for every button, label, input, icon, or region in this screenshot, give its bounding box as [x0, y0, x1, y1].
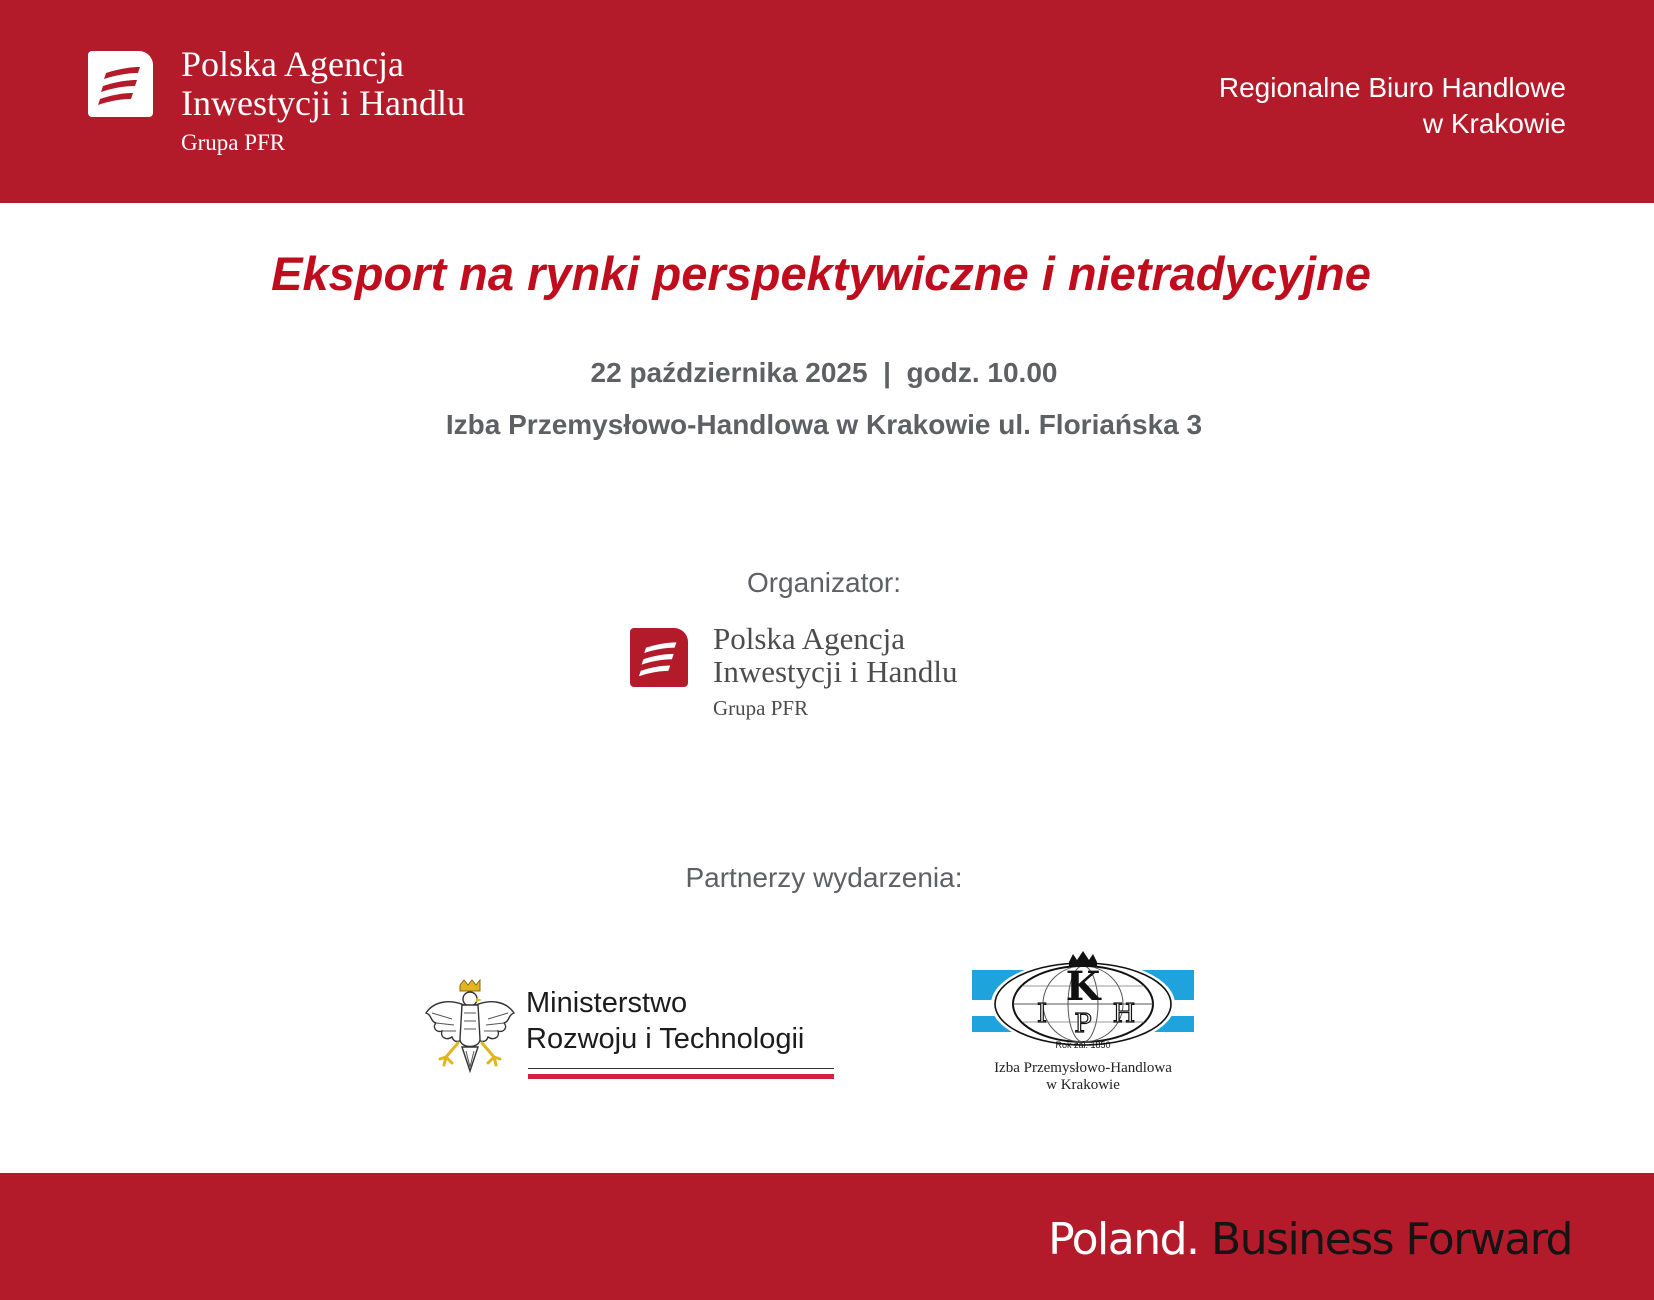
logo-line-2: Inwestycji i Handlu — [181, 82, 465, 123]
ministry-rule-red — [528, 1074, 834, 1079]
organizer-label: Organizator: — [746, 567, 902, 598]
white-eagle-emblem-icon — [422, 979, 518, 1088]
iph-letter-p: P — [1074, 1009, 1092, 1039]
chamber-logo — [972, 948, 1194, 1094]
logo-line-1: Polska Agencja — [181, 44, 404, 84]
paih-wordmark — [181, 45, 465, 156]
slogan — [1048, 1213, 1572, 1267]
partners-label: Partnerzy wydarzenia: — [685, 862, 963, 893]
regional-office — [1219, 70, 1566, 142]
logo-line-3: Grupa PFR — [181, 129, 286, 155]
ministry-line-2: Rozwoju i Technologii — [526, 1023, 805, 1055]
iph-letter-i: I — [1036, 999, 1048, 1029]
event-venue: Izba Przemysłowo-Handlowa w Krakowie ul. Floriańska 3 — [445, 409, 1203, 440]
event-date-time: 22 października 2025 | godz. 10.00 — [590, 357, 1058, 388]
iph-letter-k: K — [1065, 963, 1101, 1010]
iph-letter-h: H — [1112, 999, 1136, 1029]
event-title: Eksport na rynki perspektywiczne i nietradycyjne — [271, 247, 1371, 300]
office-line-2: w Krakowie — [1422, 108, 1566, 139]
logo-line-2: Inwestycji i Handlu — [713, 654, 958, 690]
ministry-rule-thin — [528, 1068, 834, 1069]
iph-emblem-icon — [972, 948, 1194, 1052]
slogan-part-1: Poland. — [1048, 1214, 1199, 1265]
office-line-1: Regionalne Biuro Handlowe — [1218, 72, 1566, 103]
paih-icon — [630, 628, 688, 687]
logo-line-3: Grupa PFR — [713, 695, 809, 720]
organizer-paih-logo — [630, 622, 958, 720]
ministry-logo — [422, 975, 834, 1083]
paih-icon — [88, 51, 153, 117]
paih-wordmark — [713, 622, 958, 720]
chamber-name — [972, 1060, 1194, 1094]
iph-founded: Rok zał. 1850 — [1055, 1040, 1111, 1050]
chamber-line-2: w Krakowie — [1046, 1077, 1120, 1093]
header-paih-logo — [88, 45, 465, 156]
ministry-name — [526, 985, 804, 1057]
ministry-line-1: Ministerstwo — [526, 987, 688, 1019]
chamber-line-1: Izba Przemysłowo-Handlowa — [994, 1060, 1172, 1076]
slogan-part-2: Business Forward — [1211, 1214, 1572, 1265]
logo-line-1: Polska Agencja — [713, 621, 905, 656]
